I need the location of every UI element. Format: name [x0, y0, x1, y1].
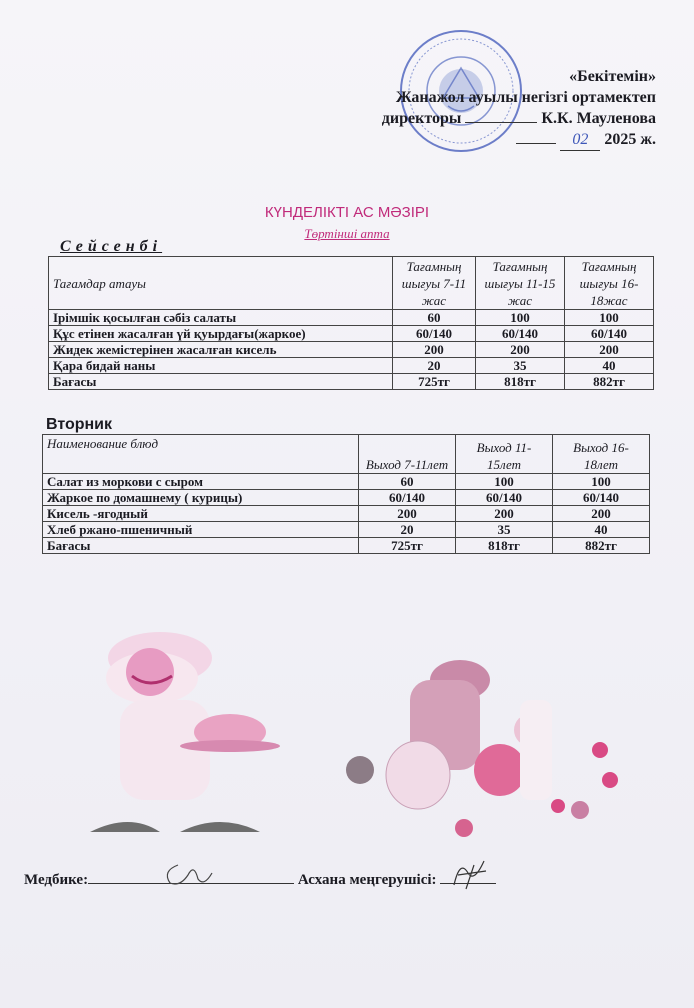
- portion-value: 60/140: [393, 326, 476, 342]
- price-label: Бағасы: [49, 374, 393, 390]
- nurse-signature-line: [88, 883, 294, 884]
- portion-value: 200: [393, 342, 476, 358]
- header-dish-name: Наименование блюд: [43, 435, 359, 474]
- table-row: [49, 342, 654, 358]
- price-label: Бағасы: [43, 538, 359, 554]
- table-row: [43, 506, 650, 522]
- table-row: [49, 326, 654, 342]
- russian-menu-table: [42, 434, 650, 554]
- portion-value: 200: [456, 506, 553, 522]
- director-name: К.К. Мауленова: [541, 110, 656, 127]
- table-row: [43, 522, 650, 538]
- portion-value: 40: [553, 522, 650, 538]
- day-title-kazakh: Сейсенбі: [60, 238, 163, 255]
- price-row: [49, 374, 654, 390]
- price-row: [43, 538, 650, 554]
- portion-value: 200: [565, 342, 654, 358]
- dish-name: Хлеб ржано-пшеничный: [43, 522, 359, 538]
- header-age-7-11: Выход 7-11лет: [359, 435, 456, 474]
- portion-value: 35: [456, 522, 553, 538]
- portion-value: 40: [565, 358, 654, 374]
- day-title-russian: Вторник: [46, 416, 113, 433]
- portion-value: 200: [553, 506, 650, 522]
- approval-line2: Жанажол ауылы негізгі ортамектеп: [395, 89, 656, 106]
- price-value: 725тг: [393, 374, 476, 390]
- header-age-11-15: Тағамның шығуы 11-15 жас: [476, 257, 565, 310]
- dish-name: Кисель -ягодный: [43, 506, 359, 522]
- kitchen-head-label: Асхана меңгерушісі:: [297, 872, 437, 888]
- menu-title: КҮНДЕЛІКТІ АС МӘЗІРІ: [264, 204, 430, 221]
- kazakh-menu-table: [48, 256, 654, 390]
- footer-signatures: [24, 872, 496, 889]
- menu-subtitle: Төртінші апта: [304, 226, 390, 241]
- price-value: 725тг: [359, 538, 456, 554]
- price-value: 818тг: [456, 538, 553, 554]
- portion-value: 200: [359, 506, 456, 522]
- table-row: [43, 490, 650, 506]
- dish-name: Құс етінен жасалған үй қуырдағы(жаркое): [49, 326, 393, 342]
- date-year: 2025 ж.: [604, 131, 656, 148]
- header-age-16-18: Выход 16-18лет: [553, 435, 650, 474]
- portion-value: 100: [456, 474, 553, 490]
- portion-value: 200: [476, 342, 565, 358]
- portion-value: 60: [393, 310, 476, 326]
- header-age-11-15: Выход 11-15лет: [456, 435, 553, 474]
- chef-illustration-icon: [90, 632, 280, 832]
- director-label: директоры: [381, 110, 462, 127]
- dish-name: Салат из моркови с сыром: [43, 474, 359, 490]
- date-month: 02: [560, 129, 600, 151]
- price-value: 882тг: [553, 538, 650, 554]
- price-value: 818тг: [476, 374, 565, 390]
- header-age-7-11: Тағамның шығуы 7-11 жас: [393, 257, 476, 310]
- portion-value: 60/140: [359, 490, 456, 506]
- food-still-life-icon: [346, 660, 618, 837]
- portion-value: 100: [565, 310, 654, 326]
- portion-value: 60: [359, 474, 456, 490]
- date-day-line: [516, 143, 556, 144]
- dish-name: Қара бидай наны: [49, 358, 393, 374]
- signature-icon: [444, 855, 494, 895]
- header-age-16-18: Тағамның шығуы 16-18жас: [565, 257, 654, 310]
- table-row: [43, 474, 650, 490]
- portion-value: 100: [553, 474, 650, 490]
- kitchen-signature-line: [440, 883, 496, 884]
- approval-block: [382, 66, 656, 151]
- portion-value: 60/140: [476, 326, 565, 342]
- approval-line1: «Бекітемін»: [569, 68, 656, 85]
- table-header-row: [43, 435, 650, 474]
- dish-name: Жидек жемістерінен жасалған кисель: [49, 342, 393, 358]
- dish-name: Ірімшік қосылған сәбіз салаты: [49, 310, 393, 326]
- portion-value: 60/140: [456, 490, 553, 506]
- portion-value: 20: [393, 358, 476, 374]
- portion-value: 60/140: [565, 326, 654, 342]
- approval-line3: [382, 108, 656, 129]
- approval-date: [382, 129, 656, 151]
- price-value: 882тг: [565, 374, 654, 390]
- dish-name: Жаркое по домашнему ( курицы): [43, 490, 359, 506]
- header-dish-name: Тағамдар атауы: [49, 257, 393, 310]
- portion-value: 100: [476, 310, 565, 326]
- director-signature-line: [465, 122, 537, 123]
- table-row: [49, 310, 654, 326]
- portion-value: 60/140: [553, 490, 650, 506]
- portion-value: 20: [359, 522, 456, 538]
- portion-value: 35: [476, 358, 565, 374]
- decorative-illustration: [80, 620, 640, 860]
- nurse-label: Медбике:: [24, 872, 89, 888]
- table-header-row: [49, 257, 654, 310]
- table-row: [49, 358, 654, 374]
- signature-icon: [158, 857, 228, 891]
